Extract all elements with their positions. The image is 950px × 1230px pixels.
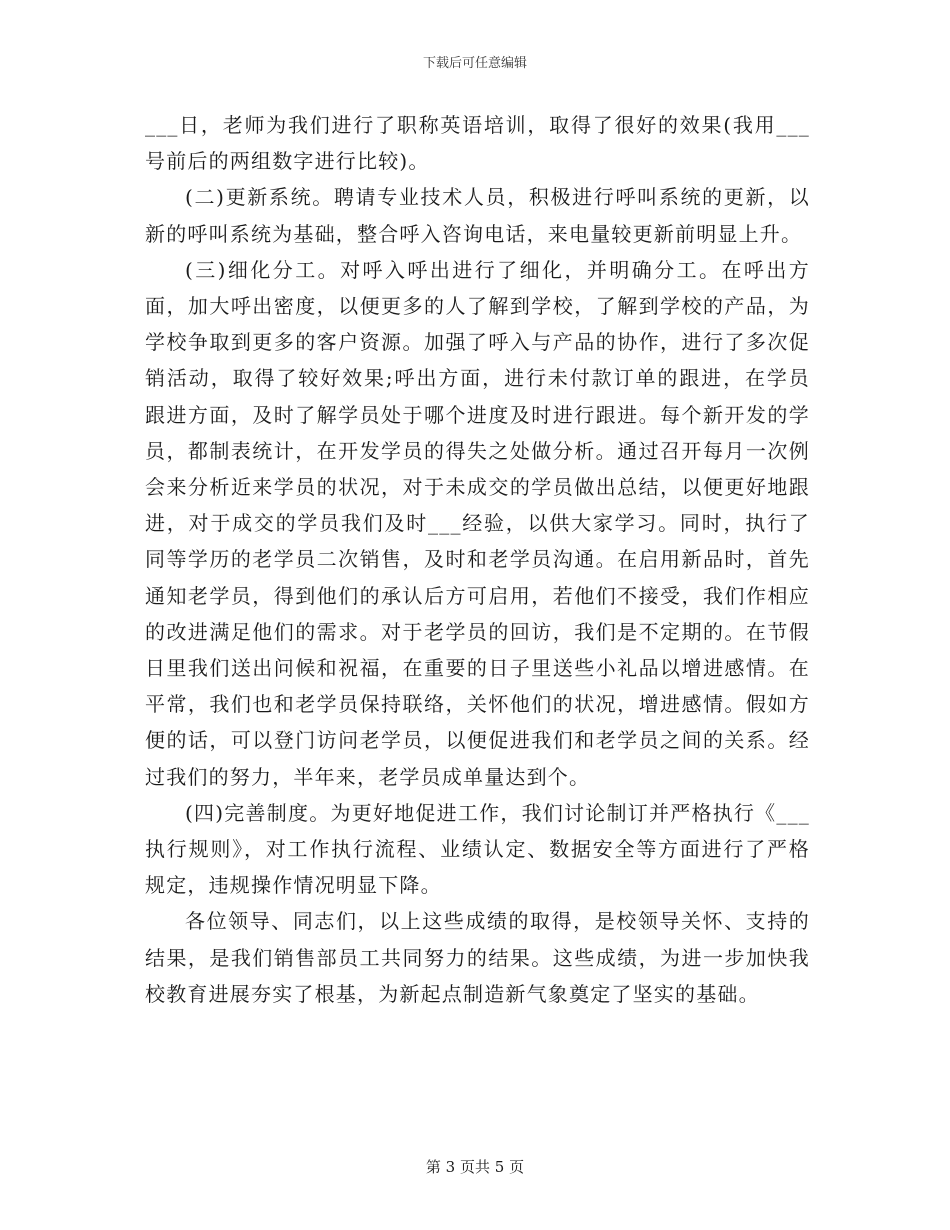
paragraph-2: (二)更新系统。聘请专业技术人员，积极进行呼叫系统的更新，以新的呼叫系统为基础，整合呼入咨询电话，来电量较更新前明显上升。: [145, 185, 810, 246]
paragraph-4: (四)完善制度。为更好地促进工作，我们讨论制订并严格执行《___执行规则》，对工作执行流程、业绩认定、数据安全等方面进行了严格规定，违规操作情况明显下降。: [145, 800, 810, 898]
document-body: [145, 107, 810, 1012]
paragraph-1: ___日，老师为我们进行了职称英语培训，取得了很好的效果(我用___号前后的两组数字进行比较)。: [145, 113, 810, 174]
page-header: 下载后可任意编辑: [422, 56, 527, 71]
paragraph-3: (三)细化分工。对呼入呼出进行了细化，并明确分工。在呼出方面，加大呼出密度，以便更多的人了解到学校，了解到学校的产品，为学校争取到更多的客户资源。加强了呼入与产品的协作，进行了多次促销活动，取得了较好效果;呼出方面，进行未付款订单的跟进，在学员跟进方面，及时了解学员处于哪个进度及时进行跟进。每个新开发的学员，都制表统计，在开发学员的得失之处做分析。通过召开每月一次例会来分析近来学员的状况，对于未成交的学员做出总结，以便更好地跟进，对于成交的学员我们及时___经验，以供大家学习。同时，执行了同等学历的老学员二次销售，及时和老学员沟通。在启用新品时，首先通知老学员，得到他们的承认后方可启用，若他们不接受，我们作相应的改进满足他们的需求。对于老学员的回访，我们是不定期的。在节假日里我们送出问候和祝福，在重要的日子里送些小礼品以增进感情。在平常，我们也和老学员保持联络，关怀他们的状况，增进感情。假如方便的话，可以登门访问老学员，以便促进我们和老学员之间的关系。经过我们的努力，半年来，老学员成单量达到个。: [145, 257, 810, 789]
paragraph-5: 各位领导、同志们，以上这些成绩的取得，是校领导关怀、支持的结果，是我们销售部员工共同努力的结果。这些成绩，为进一步加快我校教育进展夯实了根基，为新起点制造新气象奠定了坚实的基础。: [145, 909, 810, 1006]
page-number: 第 3 页共 5 页: [425, 1158, 525, 1176]
